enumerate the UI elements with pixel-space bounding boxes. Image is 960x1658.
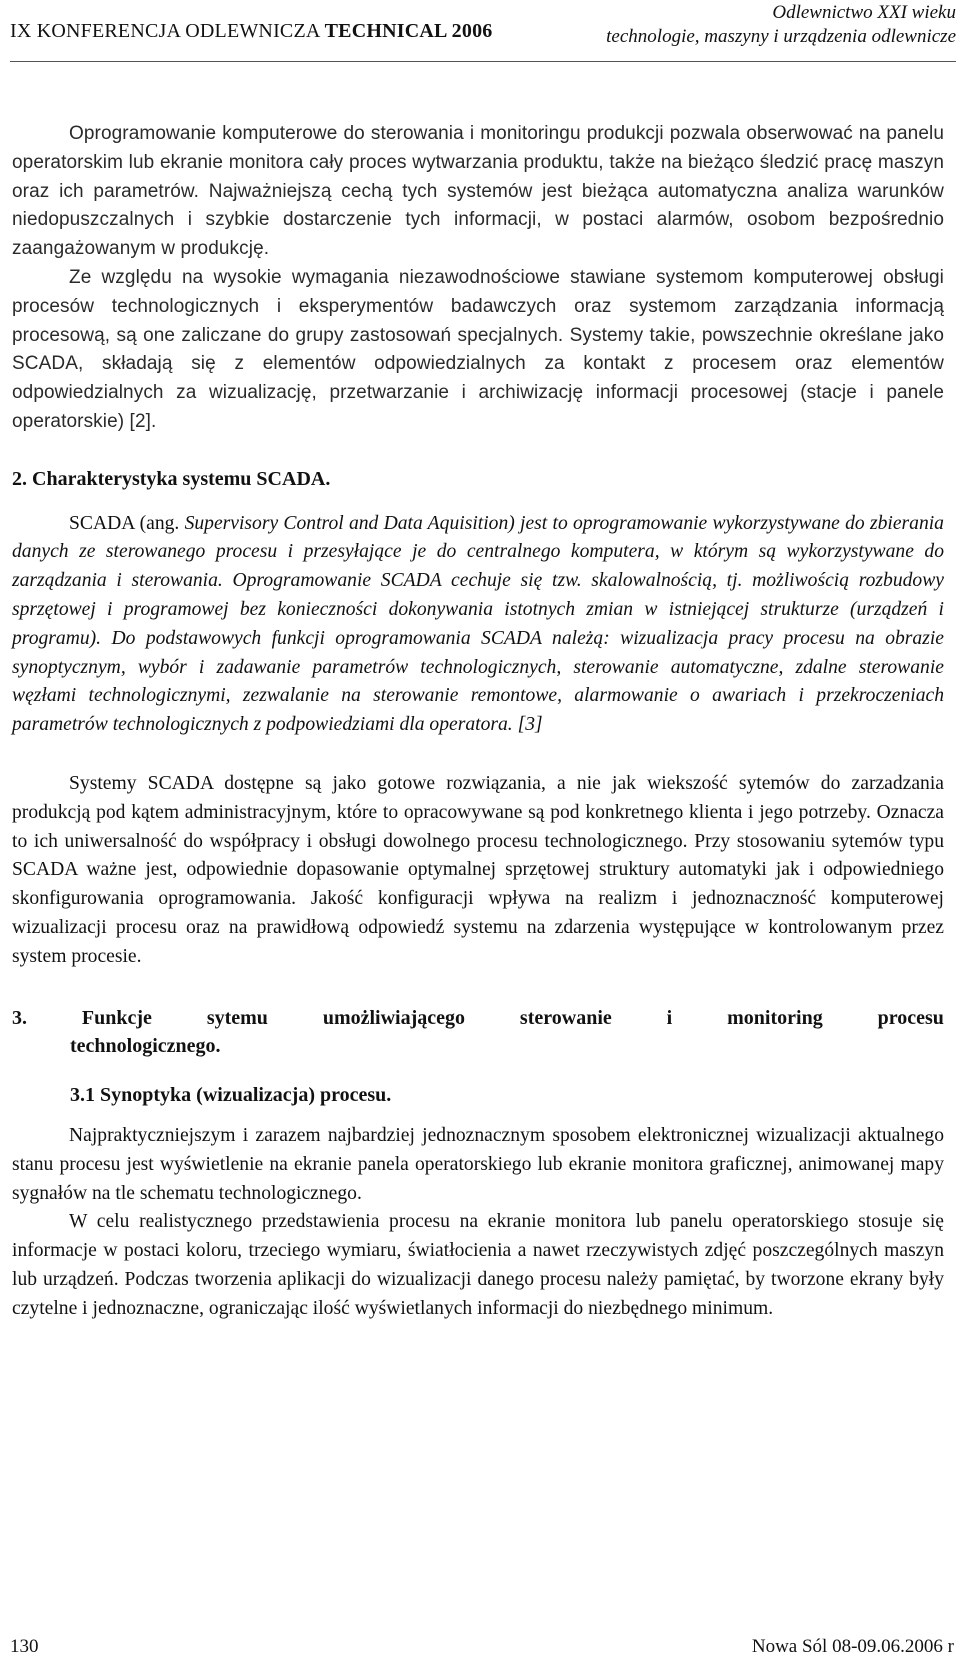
conference-title: IX KONFERENCJA ODLEWNICZA TECHNICAL 2006 [10,20,493,42]
paragraph-4: Systemy SCADA dostępne są jako gotowe rozwiązania, a nie jak wiekszość sytemów do zarzadzania produkcją pod kątem administracyjnym, które to opracowywane są pod konkretnego klienta i jego potrzeby. Oznacza to ich uniwersalność do współpracy i obsługi dowolnego procesu technologicznego. Przy stosowaniu sytemów typu SCADA ważne jest, odpowiednie dopasowanie optymalnej sprzętowej struktury automatyki jak i odpowiedniego skonfigurowania oprogramowania. Jakość konfiguracji wpływa na realizm i jednoznaczność komputerowej wizualizacji procesu oraz na prawidłową odpowiedź systemu na zdarzenia występujące w kontrolowanym przez system procesie. [12,772,944,967]
section-heading-3-line2: technologicznego. [70,1035,221,1058]
paragraph-3-italic: Supervisory Control and Data Aquisition) jest to oprogramowanie wykorzystywane do zbierania danych ze sterowanego procesu i przesyłające je do centralnego komputera, w którym są wykorzystywane do zarządzania i sterowania. Oprogramowanie SCADA cechuje się tzw. skalowalnością, tj. możliwością rozbudowy sprzętowej i programowej bez konieczności dokonywania istotnych zmian w istniejącej strukturze (urządzeń i programu). Do podstawowych funkcji oprogramowania SCADA należą: wizualizacja pracy procesu na obrazie synoptycznym, wybór i zadawanie parametrów technologicznych, sterowanie automatyczne, zdalne sterowanie węzłami technologicznymi, zezwalanie na sterowanie remontowe, alarmowanie o awariach i przekroczeniach parametrów technologicznych z podpowiedziami dla operatora. [3] [12,512,944,736]
conference-title-bold: TECHNICAL 2006 [324,20,493,42]
page-number: 130 [10,1636,39,1657]
section-heading-3: 3. Funkcje sytemu umożliwiającego sterowanie i monitoring procesu technologicznego. [12,1004,944,1062]
section-heading-2: 2. Charakterystyka systemu SCADA. [12,467,331,490]
paragraph-3: SCADA (ang. Supervisory Control and Data Aquisition) jest to oprogramowanie wykorzystywane do zbierania danych ze sterowanego procesu i przesyłające je do centralnego komputera, w którym są wykorzystywane do zarządzania i sterowania. Oprogramowanie SCADA cechuje się tzw. skalowalnością, tj. możliwością rozbudowy sprzętowej i programowej bez konieczności dokonywania istotnych zmian w istniejącej strukturze (urządzeń i programu). Do podstawowych funkcji oprogramowania SCADA należą: wizualizacja pracy procesu na obrazie synoptycznym, wybór i zadawanie parametrów technologicznych, sterowanie automatyczne, zdalne sterowanie węzłami technologicznymi, zezwalanie na sterowanie remontowe, alarmowanie o awariach i przekroczeniach parametrów technologicznych z podpowiedziami dla operatora. [3] [12,512,944,736]
footer-place-date: Nowa Sól 08-09.06.2006 r [751,1636,954,1657]
journal-title-line1: Odlewnictwo XXI wieku [772,2,956,23]
subsection-heading-3-1: 3.1 Synoptyka (wizualizacja) procesu. [70,1084,392,1107]
paragraph-1: Oprogramowanie komputerowe do sterowania i monitoringu produkcji pozwala obserwować na panelu operatorskim lub ekranie monitora cały proces wytwarzania produktu, także na bieżąco śledzić pracę maszyn oraz ich parametrów. Najważniejszą cechą tych systemów jest bieżąca automatyczna analiza warunków niedopuszczalnych i szybkie dostarczenie tych informacji, w postaci alarmów, osobom bezpośrednio zaangażowanym w produkcję. [12,123,944,260]
journal-title-line2: technologie, maszyny i urządzenia odlewnicze [606,26,956,47]
section-heading-3-number: 3. [12,1006,27,1029]
journal-title [606,1,956,49]
paragraph-5: Najpraktyczniejszym i zarazem najbardziej jednoznacznym sposobem elektronicznej wizualizacji aktualnego stanu procesu jest wyświetlenie na ekranie panela operatorskiego lub ekranie monitora graficznej, animowanej mapy sygnałów na tle schematu technologicznego. [12,1124,944,1204]
running-header [10,0,956,62]
paragraph-6: W celu realistycznego przedstawienia procesu na ekranie monitora lub panelu operatorskiego stosuje się informacje w postaci koloru, trzeciego wymiaru, światłocienia a nawet rzeczywistych zdjęć poszczególnych maszyn lub urządzeń. Podczas tworzenia aplikacji do wizualizacji danego procesu należy pamiętać, by tworzone ekrany były czytelne i jednoznaczne, ograniczając ilość wyświetlanych informacji do niezbędnego minimum. [12,1211,944,1319]
paragraph-2: Ze względu na wysokie wymagania niezawodnościowe stawiane systemom komputerowej obsługi procesów technologicznych i eksperymentów badawczych oraz systemom zarządzania informacją procesową, są one zaliczane do grupy zastosowań specjalnych. Systemy takie, powszechnie określane jako SCADA, składają się z elementów odpowiedzialnych za kontakt z procesem oraz elementów odpowiedzialnych za wizualizację, przetwarzanie i archiwizację informacji procesowej (stacje i panele operatorskie) [2]. [12,266,944,432]
page-body [12,120,944,1323]
